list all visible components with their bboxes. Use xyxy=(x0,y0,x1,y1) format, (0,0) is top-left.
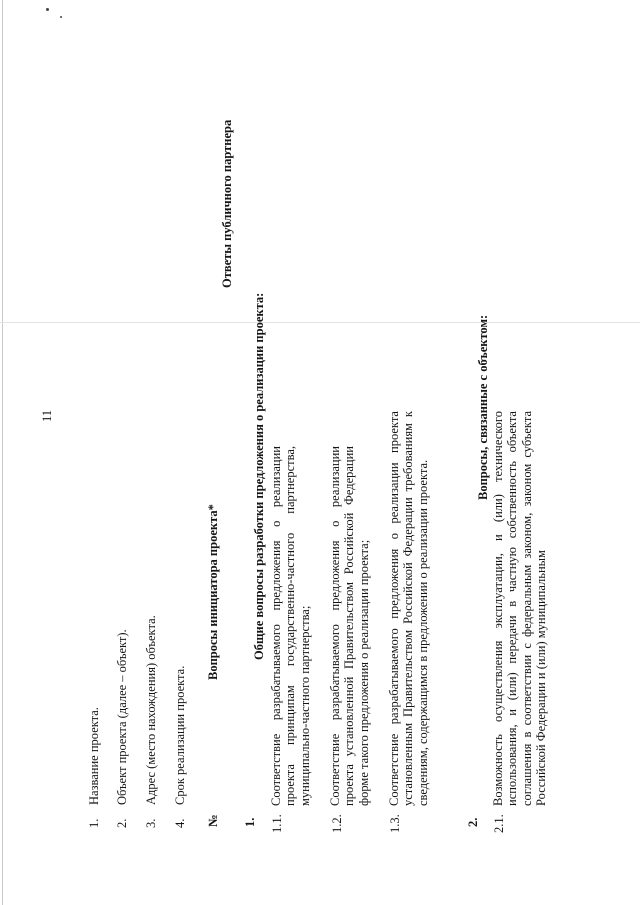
page-number: 11 xyxy=(40,409,54,422)
header-item-text: Адрес (место нахождения) объекта. xyxy=(144,615,158,805)
section-title: Вопросы, связанные с объектом: xyxy=(476,314,490,500)
header-item-number: 3. xyxy=(144,818,158,828)
row-question-text: Соответствие разрабатываемого предложения о реализации проекта установленной Правительством Российской Федерации форме такого предложения о реализации проекта; xyxy=(328,446,371,806)
scan-speck xyxy=(46,8,49,11)
row-question-text: Соответствие разрабатываемого предложения о реализации проекта установленным Правительством Российской Федерации требованиям к сведениям, содержащимся в предложении о реализации проекта. xyxy=(387,411,430,806)
scan-speck xyxy=(60,16,62,18)
row-number: 1.2. xyxy=(330,814,344,833)
row-number: 2.1. xyxy=(492,814,506,833)
header-item-number: 4. xyxy=(173,818,187,828)
column-header-initiator-questions: Вопросы инициатора проекта* xyxy=(206,504,220,680)
column-header-number: № xyxy=(206,814,220,827)
section-number: 2. xyxy=(466,817,480,827)
section-number: 1. xyxy=(243,817,257,827)
header-item-number: 1. xyxy=(87,818,101,828)
section-title: Общие вопросы разработки предложения о реализации проекта: xyxy=(252,292,266,660)
column-header-partner-answers: Ответы публичного партнера xyxy=(220,119,234,288)
header-item-text: Объект проекта (далее – объект). xyxy=(115,629,129,805)
row-number: 1.1. xyxy=(270,814,284,833)
scan-edge xyxy=(2,0,3,905)
header-item-number: 2. xyxy=(115,818,129,828)
row-question-text: Возможность осуществления эксплуатации, и (или) технического использования, и (или) передачи в частную собственность объекта соглашения в соответствии с федеральным законом, законом субъекта Российской Федерации и (или) муниципальным xyxy=(491,411,549,806)
row-question-text: Соответствие разрабатываемого предложения о реализации проекта принципам государственно-частного партнерства, муниципально-частного партнерства; xyxy=(269,446,312,806)
scan-fold-line xyxy=(0,322,640,323)
row-number: 1.3. xyxy=(388,814,402,833)
header-item-text: Срок реализации проекта. xyxy=(173,665,187,805)
header-item-text: Название проекта. xyxy=(87,707,101,805)
